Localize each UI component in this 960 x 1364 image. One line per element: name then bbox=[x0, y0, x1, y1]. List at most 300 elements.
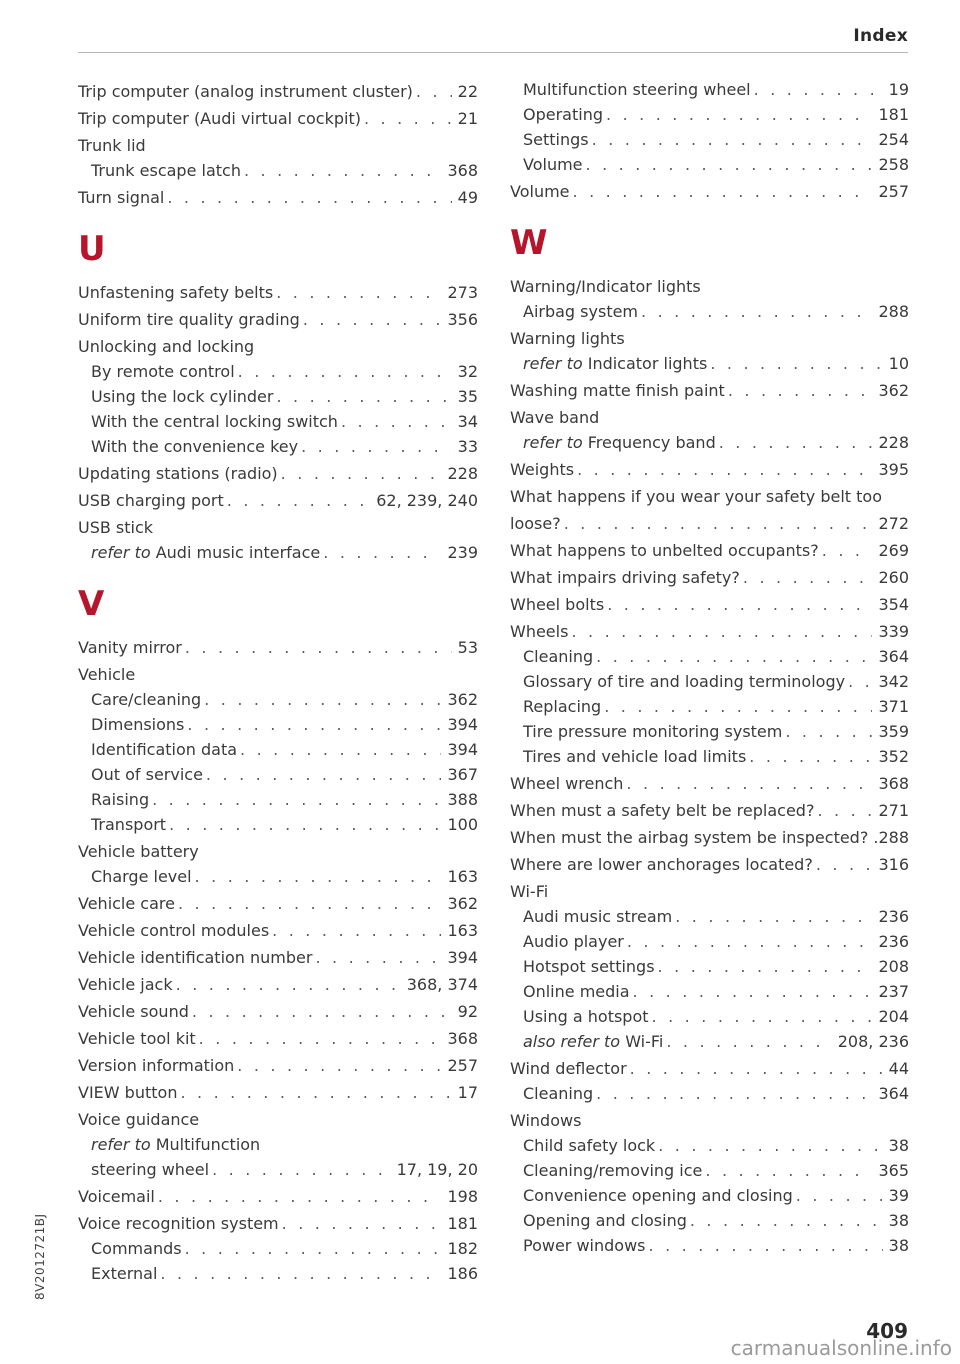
dot-leader bbox=[301, 434, 452, 459]
entry-term bbox=[510, 825, 909, 850]
dot-leader bbox=[719, 430, 873, 455]
entry-term bbox=[510, 484, 882, 509]
entry-term bbox=[91, 1157, 209, 1182]
entry-term-text: Replacing bbox=[523, 697, 602, 716]
entry-term bbox=[91, 737, 237, 762]
page-reference: 395 bbox=[878, 460, 909, 479]
cross-reference-label: refer to bbox=[523, 354, 583, 373]
dot-leader bbox=[169, 812, 441, 837]
entry-term bbox=[510, 798, 814, 823]
dot-leader bbox=[416, 79, 452, 104]
entry-term bbox=[510, 619, 568, 644]
entry-term-text: Vehicle jack bbox=[78, 975, 173, 994]
entry-term-text: Care/cleaning bbox=[91, 690, 202, 709]
index-entry-vehicle-care bbox=[78, 891, 478, 916]
dot-leader bbox=[658, 954, 873, 979]
page-reference: 237 bbox=[878, 982, 909, 1001]
entry-term bbox=[91, 540, 320, 565]
page-reference: 182 bbox=[447, 1239, 478, 1258]
index-entry-wheel-wrench bbox=[510, 771, 909, 796]
page-reference: 364 bbox=[878, 647, 909, 666]
index-entry-vehicle-jack bbox=[78, 972, 478, 997]
entry-term-text: Multifunction steering wheel bbox=[523, 80, 751, 99]
dot-leader bbox=[303, 307, 442, 332]
dot-leader bbox=[244, 158, 441, 183]
index-entry-warning-indicator-lights bbox=[510, 274, 909, 299]
index-subentry-out-of-service bbox=[78, 762, 478, 787]
dot-leader bbox=[743, 565, 873, 590]
entry-term bbox=[523, 1233, 646, 1258]
index-subentry-cleaning bbox=[510, 644, 909, 669]
entry-term-text: Uniform tire quality grading bbox=[78, 310, 300, 329]
dot-leader bbox=[749, 744, 872, 769]
page-reference: 258 bbox=[878, 155, 909, 174]
section-letter-u: U bbox=[78, 229, 106, 269]
entry-term-text: USB charging port bbox=[78, 491, 224, 510]
page-reference: 100 bbox=[447, 815, 478, 834]
dot-leader bbox=[633, 979, 873, 1004]
entry-term bbox=[78, 106, 361, 131]
entry-term-text: Identification data bbox=[91, 740, 238, 759]
index-subentry-operating bbox=[510, 102, 909, 127]
entry-term-text: Trip computer (Audi virtual cockpit) bbox=[78, 109, 361, 128]
entry-term bbox=[523, 979, 630, 1004]
dot-leader bbox=[586, 152, 873, 177]
entry-term-text: Weights bbox=[510, 460, 575, 479]
entry-term-text: Vanity mirror bbox=[78, 638, 182, 657]
dot-leader bbox=[626, 771, 872, 796]
index-entry-trip-computer-audi-virtual-cockpit bbox=[78, 106, 478, 131]
page-reference: 236 bbox=[878, 932, 909, 951]
page-reference: 38 bbox=[888, 1211, 909, 1230]
entry-term-text: Version information bbox=[78, 1056, 235, 1075]
dot-leader bbox=[796, 1183, 883, 1208]
entry-term-text: Hotspot settings bbox=[523, 957, 655, 976]
page-number: 409 bbox=[866, 1319, 908, 1343]
index-entry-vehicle-sound bbox=[78, 999, 478, 1024]
page-reference: 204 bbox=[878, 1007, 909, 1026]
index-subentry-external bbox=[78, 1261, 478, 1286]
page-reference: 21 bbox=[457, 109, 478, 128]
entry-term-text: Wind deflector bbox=[510, 1059, 627, 1078]
entry-term-text: Vehicle control modules bbox=[78, 921, 270, 940]
page-reference: 163 bbox=[447, 921, 478, 940]
dot-leader bbox=[195, 864, 442, 889]
dot-leader bbox=[728, 378, 873, 403]
page-reference: 32 bbox=[457, 362, 478, 381]
index-subentry-multifunction bbox=[78, 1132, 478, 1157]
entry-term bbox=[510, 274, 701, 299]
entry-term bbox=[91, 787, 149, 812]
page-reference: 352 bbox=[878, 747, 909, 766]
dot-leader bbox=[649, 1233, 883, 1258]
index-subentry-replacing bbox=[510, 694, 909, 719]
index-entry-trip-computer-analog-instrument-cluster bbox=[78, 79, 478, 104]
entry-term-text: Frequency band bbox=[587, 433, 716, 452]
entry-term bbox=[510, 879, 548, 904]
entry-term-text: When must the airbag system be inspected? .288 bbox=[510, 828, 910, 847]
entry-term-text: Wheel bolts bbox=[510, 595, 605, 614]
index-subentry-tire-pressure-monitoring-system bbox=[510, 719, 909, 744]
dot-leader bbox=[238, 359, 452, 384]
entry-term bbox=[523, 1133, 655, 1158]
entry-term-text: Wave band bbox=[510, 408, 600, 427]
entry-term-text: Audio player bbox=[523, 932, 624, 951]
page-reference: 62, 239, 240 bbox=[376, 491, 478, 510]
entry-term-text: Tire pressure monitoring system bbox=[523, 722, 783, 741]
entry-term bbox=[78, 515, 153, 540]
index-subentry-wi-fi bbox=[510, 1029, 909, 1054]
entry-term bbox=[78, 307, 300, 332]
dot-leader bbox=[176, 972, 401, 997]
entry-term bbox=[510, 538, 819, 563]
page-reference: 368 bbox=[878, 774, 909, 793]
entry-term bbox=[523, 351, 707, 376]
entry-term-text: Vehicle identification number bbox=[78, 948, 313, 967]
index-entry-wi-fi bbox=[510, 879, 909, 904]
entry-term-text: Unfastening safety belts bbox=[78, 283, 274, 302]
entry-term-text: Wi-Fi bbox=[510, 882, 549, 901]
dot-leader bbox=[341, 409, 452, 434]
entry-term-text: Washing matte finish paint bbox=[510, 381, 725, 400]
dot-leader bbox=[204, 687, 441, 712]
entry-term bbox=[91, 1236, 182, 1261]
entry-term bbox=[91, 434, 298, 459]
page-reference: 371 bbox=[878, 697, 909, 716]
index-entry-view-button bbox=[78, 1080, 478, 1105]
entry-term bbox=[510, 1108, 581, 1133]
entry-term-text: What happens to unbelted occupants? bbox=[510, 541, 819, 560]
page-header-title: Index bbox=[853, 26, 908, 46]
index-entry-washing-matte-finish-paint bbox=[510, 378, 909, 403]
index-entry-windows bbox=[510, 1108, 909, 1133]
section-letter-v: V bbox=[78, 584, 105, 624]
entry-term-text: Using the lock cylinder bbox=[91, 387, 274, 406]
index-entry-what-impairs-driving-safety bbox=[510, 565, 909, 590]
entry-term bbox=[523, 299, 638, 324]
entry-term bbox=[78, 999, 189, 1024]
page-reference: 368 bbox=[447, 161, 478, 180]
dot-leader bbox=[690, 1208, 883, 1233]
dot-leader bbox=[185, 635, 452, 660]
entry-term bbox=[78, 662, 135, 687]
dot-leader bbox=[754, 77, 883, 102]
index-subentry-steering-wheel bbox=[78, 1157, 478, 1182]
page-reference: 208, 236 bbox=[837, 1032, 909, 1051]
dot-leader bbox=[606, 102, 872, 127]
entry-term bbox=[510, 1056, 627, 1081]
entry-term-text: Wheels bbox=[510, 622, 569, 641]
index-subentry-cleaning-removing-ice bbox=[510, 1158, 909, 1183]
entry-term bbox=[91, 762, 203, 787]
entry-term bbox=[523, 102, 603, 127]
dot-leader bbox=[187, 712, 441, 737]
entry-term-text: Updating stations (radio) bbox=[78, 464, 278, 483]
dot-leader bbox=[180, 1080, 451, 1105]
page-reference: 17 bbox=[457, 1083, 478, 1102]
entry-term bbox=[523, 1029, 663, 1054]
page-reference: 34 bbox=[457, 412, 478, 431]
index-subentry-hotspot-settings bbox=[510, 954, 909, 979]
page-reference: 394 bbox=[447, 740, 478, 759]
index-entry-voice-guidance bbox=[78, 1107, 478, 1132]
entry-term bbox=[78, 1211, 279, 1236]
index-subentry-audi-music-interface bbox=[78, 540, 478, 565]
index-entry-when-must-the-airbag-system-be-inspected-288 bbox=[510, 825, 909, 850]
page-reference: 339 bbox=[878, 622, 909, 641]
page-reference: 228 bbox=[447, 464, 478, 483]
index-subentry-trunk-escape-latch bbox=[78, 158, 478, 183]
dot-leader bbox=[675, 904, 872, 929]
entry-term-text: Cleaning/removing ice bbox=[523, 1161, 703, 1180]
section-letter-w: W bbox=[510, 223, 548, 263]
page-reference: 388 bbox=[447, 790, 478, 809]
index-entry-when-must-a-safety-belt-be-replaced bbox=[510, 798, 909, 823]
entry-term-text: Raising bbox=[91, 790, 150, 809]
entry-term bbox=[78, 185, 164, 210]
entry-term bbox=[78, 918, 269, 943]
entry-term-text: Trunk lid bbox=[78, 136, 146, 155]
index-subentry-charge-level bbox=[78, 864, 478, 889]
entry-term bbox=[523, 719, 782, 744]
entry-term-text: Audi music stream bbox=[523, 907, 673, 926]
page-reference: 39 bbox=[888, 1186, 909, 1205]
entry-term bbox=[78, 945, 312, 970]
entry-term bbox=[78, 133, 146, 158]
index-entry-where-are-lower-anchorages-located bbox=[510, 852, 909, 877]
entry-term bbox=[523, 744, 746, 769]
entry-term bbox=[510, 852, 813, 877]
page-reference: 44 bbox=[888, 1059, 909, 1078]
entry-term bbox=[523, 644, 593, 669]
page-reference: 257 bbox=[878, 182, 909, 201]
index-entry-volume bbox=[510, 179, 909, 204]
dot-leader bbox=[573, 179, 873, 204]
entry-term-text: Opening and closing bbox=[523, 1211, 687, 1230]
page-reference: 10 bbox=[888, 354, 909, 373]
entry-term-text: Out of service bbox=[91, 765, 203, 784]
index-entry-vanity-mirror bbox=[78, 635, 478, 660]
page-reference: 362 bbox=[878, 381, 909, 400]
index-entry-wheel-bolts bbox=[510, 592, 909, 617]
dot-leader bbox=[364, 106, 452, 131]
entry-term-text: loose? bbox=[510, 514, 561, 533]
index-subentry-multifunction-steering-wheel bbox=[510, 77, 909, 102]
entry-term bbox=[510, 771, 623, 796]
page-reference: 208 bbox=[878, 957, 909, 976]
index-entry-weights bbox=[510, 457, 909, 482]
entry-term-text: Wi-Fi bbox=[625, 1032, 664, 1051]
entry-term-text: Cleaning bbox=[523, 1084, 594, 1103]
dot-leader bbox=[817, 798, 872, 823]
index-subentry-by-remote-control bbox=[78, 359, 478, 384]
entry-term bbox=[78, 1184, 155, 1209]
dot-leader bbox=[604, 694, 872, 719]
entry-term-text: Trip computer (analog instrument cluster) bbox=[78, 82, 413, 101]
index-entry-wind-deflector bbox=[510, 1056, 909, 1081]
index-subentry-frequency-band bbox=[510, 430, 909, 455]
entry-term bbox=[523, 1158, 702, 1183]
entry-term bbox=[78, 79, 413, 104]
index-entry-loose bbox=[510, 511, 909, 536]
index-subentry-glossary-of-tire-and-loading-terminology bbox=[510, 669, 909, 694]
entry-term bbox=[523, 152, 583, 177]
page-reference: 269 bbox=[878, 541, 909, 560]
page-reference: 362 bbox=[447, 690, 478, 709]
index-subentry-audio-player bbox=[510, 929, 909, 954]
entry-term bbox=[78, 488, 224, 513]
index-subentry-volume bbox=[510, 152, 909, 177]
page-reference: 17, 19, 20 bbox=[396, 1160, 478, 1179]
entry-term-text: Vehicle bbox=[78, 665, 136, 684]
page-reference: 254 bbox=[878, 130, 909, 149]
entry-term-text: By remote control bbox=[91, 362, 235, 381]
index-subentry-identification-data bbox=[78, 737, 478, 762]
entry-term bbox=[523, 904, 672, 929]
entry-term-text: Operating bbox=[523, 105, 603, 124]
entry-term-text: Power windows bbox=[523, 1236, 646, 1255]
dot-leader bbox=[323, 540, 441, 565]
entry-term bbox=[523, 77, 751, 102]
page-reference: 35 bbox=[457, 387, 478, 406]
entry-term bbox=[523, 430, 716, 455]
index-entry-warning-lights bbox=[510, 326, 909, 351]
index-entry-version-information bbox=[78, 1053, 478, 1078]
cross-reference-label: also refer to bbox=[523, 1032, 621, 1051]
page-reference: 92 bbox=[457, 1002, 478, 1021]
page-reference: 394 bbox=[447, 715, 478, 734]
index-subentry-transport bbox=[78, 812, 478, 837]
entry-term bbox=[510, 378, 725, 403]
entry-term-text: Convenience opening and closing bbox=[523, 1186, 793, 1205]
page-reference: 228 bbox=[878, 433, 909, 452]
entry-term-text: What impairs driving safety? bbox=[510, 568, 740, 587]
entry-term bbox=[91, 687, 201, 712]
entry-term-text: Settings bbox=[523, 130, 589, 149]
entry-term-text: Wheel wrench bbox=[510, 774, 624, 793]
index-entry-turn-signal bbox=[78, 185, 478, 210]
dot-leader bbox=[160, 1261, 441, 1286]
index-entry-vehicle-identification-number bbox=[78, 945, 478, 970]
page-reference: 257 bbox=[447, 1056, 478, 1075]
entry-term-text: Tires and vehicle load limits bbox=[523, 747, 747, 766]
cross-reference-label: refer to bbox=[523, 433, 583, 452]
index-entry-vehicle-battery bbox=[78, 839, 478, 864]
index-subentry-airbag-system bbox=[510, 299, 909, 324]
page-reference: 342 bbox=[878, 672, 909, 691]
page-reference: 19 bbox=[888, 80, 909, 99]
entry-term-text: With the convenience key bbox=[91, 437, 299, 456]
entry-term bbox=[510, 457, 574, 482]
entry-term bbox=[523, 1004, 649, 1029]
page-reference: 22 bbox=[457, 82, 478, 101]
entry-term bbox=[510, 326, 625, 351]
entry-term-text: Charge level bbox=[91, 867, 192, 886]
dot-leader bbox=[592, 127, 873, 152]
index-entry-voicemail bbox=[78, 1184, 478, 1209]
dot-leader bbox=[658, 1133, 882, 1158]
page-reference: 260 bbox=[878, 568, 909, 587]
index-subentry-care-cleaning bbox=[78, 687, 478, 712]
page-reference: 394 bbox=[447, 948, 478, 967]
index-subentry-convenience-opening-and-closing bbox=[510, 1183, 909, 1208]
dot-leader bbox=[571, 619, 872, 644]
entry-term-text: Volume bbox=[523, 155, 583, 174]
dot-leader bbox=[152, 787, 441, 812]
dot-leader bbox=[240, 737, 441, 762]
entry-term bbox=[523, 1081, 593, 1106]
entry-term-text: Voice recognition system bbox=[78, 1214, 279, 1233]
dot-leader bbox=[272, 918, 441, 943]
page-reference: 239 bbox=[447, 543, 478, 562]
entry-term-text: Indicator lights bbox=[587, 354, 708, 373]
entry-term-text: Warning/Indicator lights bbox=[510, 277, 701, 296]
index-entry-trunk-lid bbox=[78, 133, 478, 158]
entry-term bbox=[91, 1132, 260, 1157]
index-entry-what-happens-if-you-wear-your-safety-belt-too bbox=[510, 484, 909, 509]
entry-term bbox=[91, 812, 166, 837]
index-entry-what-happens-to-unbelted-occupants bbox=[510, 538, 909, 563]
index-entry-vehicle bbox=[78, 662, 478, 687]
entry-term bbox=[78, 891, 175, 916]
entry-term bbox=[523, 669, 845, 694]
entry-term bbox=[523, 694, 601, 719]
page-reference: 198 bbox=[447, 1187, 478, 1206]
index-entry-updating-stations-radio bbox=[78, 461, 478, 486]
index-subentry-child-safety-lock bbox=[510, 1133, 909, 1158]
header-rule bbox=[78, 52, 908, 53]
dot-leader bbox=[282, 1211, 442, 1236]
dot-leader bbox=[167, 185, 451, 210]
entry-term bbox=[91, 158, 241, 183]
index-subentry-indicator-lights bbox=[510, 351, 909, 376]
entry-term bbox=[510, 179, 570, 204]
index-subentry-cleaning bbox=[510, 1081, 909, 1106]
index-entry-usb-stick bbox=[78, 515, 478, 540]
cross-reference-label: refer to bbox=[91, 1135, 151, 1154]
page-reference: 365 bbox=[878, 1161, 909, 1180]
entry-term-text: Audi music interface bbox=[155, 543, 321, 562]
entry-term bbox=[91, 409, 338, 434]
entry-term bbox=[91, 712, 184, 737]
index-entry-unlocking-and-locking bbox=[78, 334, 478, 359]
dot-leader bbox=[710, 351, 882, 376]
entry-term bbox=[91, 864, 192, 889]
entry-term bbox=[78, 461, 278, 486]
entry-term bbox=[510, 405, 599, 430]
index-subentry-audi-music-stream bbox=[510, 904, 909, 929]
index-subentry-opening-and-closing bbox=[510, 1208, 909, 1233]
entry-term bbox=[523, 1183, 793, 1208]
entry-term-text: Airbag system bbox=[523, 302, 639, 321]
dot-leader bbox=[596, 644, 872, 669]
page-reference: 367 bbox=[447, 765, 478, 784]
entry-term-text: Using a hotspot bbox=[523, 1007, 649, 1026]
dot-leader bbox=[822, 538, 873, 563]
entry-term-text: Multifunction bbox=[155, 1135, 261, 1154]
entry-term bbox=[523, 1208, 687, 1233]
index-entry-vehicle-control-modules bbox=[78, 918, 478, 943]
entry-term-text: Vehicle care bbox=[78, 894, 175, 913]
entry-term-text: steering wheel bbox=[91, 1160, 210, 1179]
entry-term bbox=[510, 565, 740, 590]
entry-term-text: USB stick bbox=[78, 518, 154, 537]
dot-leader bbox=[630, 1056, 883, 1081]
entry-term-text: Vehicle sound bbox=[78, 1002, 189, 1021]
entry-term-text: Unlocking and locking bbox=[78, 337, 255, 356]
index-column-left bbox=[78, 77, 478, 1286]
entry-term-text: Transport bbox=[91, 815, 167, 834]
